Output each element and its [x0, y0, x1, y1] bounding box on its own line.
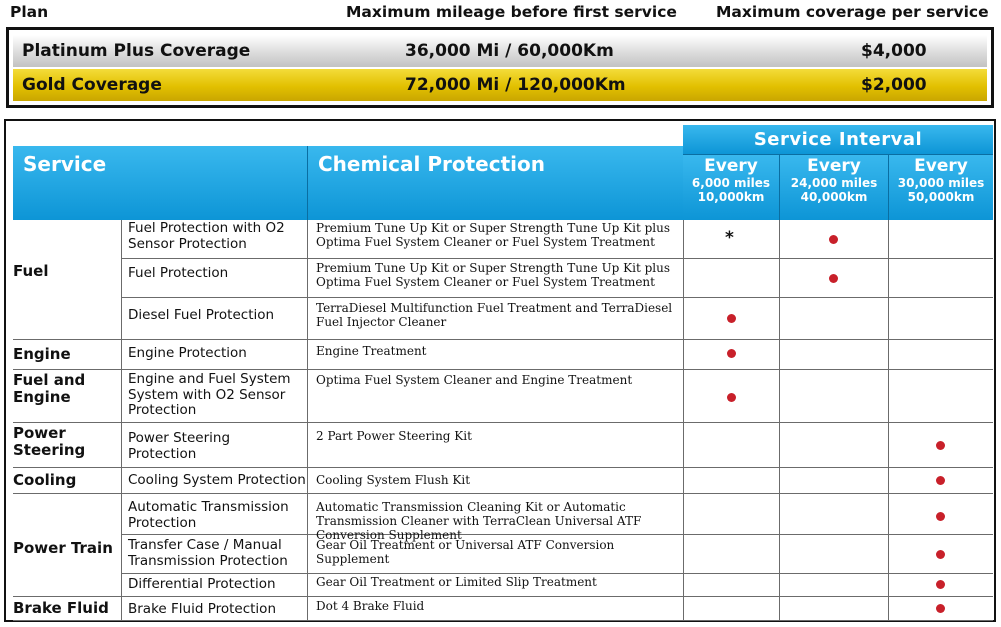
plan-coverage: $4,000	[861, 41, 927, 61]
plan-row-platinum	[13, 35, 987, 67]
row-divider	[13, 369, 993, 370]
interval-mark-dot	[936, 512, 945, 521]
chemical-protection: Gear Oil Treatment or Limited Slip Treatment	[316, 575, 597, 589]
column-divider	[888, 220, 889, 620]
row-divider	[121, 258, 993, 259]
plan-mileage: 36,000 Mi / 60,000Km	[405, 41, 614, 61]
chemical-protection: Optima Fuel System Cleaner and Engine Treatment	[316, 373, 633, 387]
row-divider	[13, 596, 993, 597]
chemical-protection: Gear Oil Treatment or Universal ATF Conversion Supplement	[316, 538, 615, 566]
service-name: Engine and Fuel System System with O2 Sensor Protection	[128, 371, 291, 419]
row-divider	[121, 573, 993, 574]
interval-mark-dot	[936, 580, 945, 589]
plan-mileage: 72,000 Mi / 120,000Km	[405, 75, 626, 95]
service-name: Brake Fluid Protection	[128, 601, 276, 617]
service-name: Fuel Protection	[128, 265, 229, 281]
chemical-column-header: Chemical Protection	[307, 146, 683, 220]
group-label-power-steering: Power Steering	[13, 424, 86, 460]
plan-header-coverage: Maximum coverage per service	[716, 3, 989, 21]
plan-coverage: $2,000	[861, 75, 927, 95]
group-label-cooling: Cooling	[13, 471, 77, 489]
row-divider	[121, 297, 993, 298]
chemical-protection: Automatic Transmission Cleaning Kit or Automatic Transmission Cleaner with TerraClean Universal ATF Conversion Supplement	[316, 500, 642, 542]
group-label-engine: Engine	[13, 345, 71, 363]
group-label-fuel: Fuel	[13, 262, 49, 280]
group-label-fuel-and-engine: Fuel and Engine	[13, 371, 86, 407]
plan-header-mileage: Maximum mileage before first service	[346, 3, 677, 21]
column-divider	[121, 220, 122, 620]
row-divider	[13, 493, 993, 494]
plan-name: Platinum Plus Coverage	[22, 41, 251, 61]
service-table	[4, 119, 996, 622]
interval-mark-dot	[829, 235, 838, 244]
interval-column-header-30000: Every 30,000 miles 50,000km	[888, 155, 993, 220]
plan-header	[0, 0, 1001, 24]
plan-name: Gold Coverage	[22, 75, 162, 95]
plan-row-gold	[13, 69, 987, 101]
service-name: Power Steering Protection	[128, 430, 231, 462]
service-name: Diesel Fuel Protection	[128, 307, 275, 323]
service-name: Transfer Case / Manual Transmission Protection	[128, 537, 288, 569]
group-label-power-train: Power Train	[13, 539, 113, 557]
plan-header-plan: Plan	[10, 3, 49, 21]
interval-mark-dot	[727, 393, 736, 402]
row-divider	[13, 467, 993, 468]
service-name: Automatic Transmission Protection	[128, 499, 289, 531]
service-name: Differential Protection	[128, 576, 276, 592]
interval-mark-dot	[936, 550, 945, 559]
interval-mark-dot	[936, 476, 945, 485]
row-divider	[13, 422, 993, 423]
interval-column-header-24000: Every 24,000 miles 40,000km	[779, 155, 888, 220]
interval-mark-dot	[936, 441, 945, 450]
row-divider	[13, 620, 993, 621]
interval-mark-dot	[829, 274, 838, 283]
interval-mark-dot	[727, 314, 736, 323]
service-name: Cooling System Protection	[128, 472, 306, 488]
chemical-protection: Premium Tune Up Kit or Super Strength Tune Up Kit plus Optima Fuel System Cleaner or Fuel System Treatment	[316, 221, 671, 249]
row-divider	[13, 339, 993, 340]
service-name: Fuel Protection with O2 Sensor Protection	[128, 220, 285, 252]
interval-mark-asterisk: *	[725, 228, 734, 248]
column-divider	[779, 220, 780, 620]
column-divider	[307, 220, 308, 620]
interval-mark-dot	[936, 604, 945, 613]
plan-table	[6, 27, 994, 108]
service-interval-header: Service Interval	[683, 125, 993, 155]
service-name: Engine Protection	[128, 345, 247, 361]
chemical-protection: TerraDiesel Multifunction Fuel Treatment and TerraDiesel Fuel Injector Cleaner	[316, 301, 673, 329]
chemical-protection: Dot 4 Brake Fluid	[316, 599, 425, 613]
chemical-protection: Cooling System Flush Kit	[316, 473, 471, 487]
chemical-protection: 2 Part Power Steering Kit	[316, 429, 472, 443]
chemical-protection: Engine Treatment	[316, 344, 427, 358]
group-label-brake-fluid: Brake Fluid	[13, 599, 109, 617]
interval-mark-dot	[727, 349, 736, 358]
chemical-protection: Premium Tune Up Kit or Super Strength Tune Up Kit plus Optima Fuel System Cleaner or Fuel System Treatment	[316, 261, 671, 289]
service-column-header: Service	[13, 146, 307, 220]
interval-column-header-6000: Every 6,000 miles 10,000km	[683, 155, 779, 220]
